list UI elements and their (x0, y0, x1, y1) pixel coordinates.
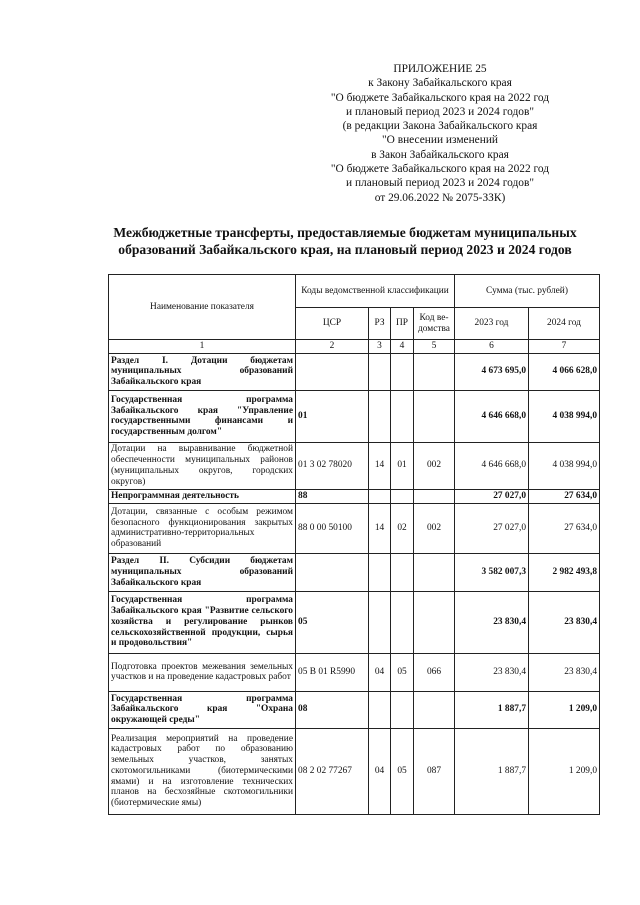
row-pr (391, 591, 414, 653)
col-num: 2 (296, 340, 369, 354)
row-2023: 3 582 007,3 (455, 553, 529, 591)
row-name: Раздел II. Субсидии бюджетам муниципальных образований Забайкальского края (109, 553, 296, 591)
row-name: Подготовка проектов межевания земельных участков и на проведение кадастровых работ (109, 653, 296, 691)
row-rz: 04 (369, 728, 391, 814)
table-row (109, 503, 600, 553)
row-pr: 02 (391, 503, 414, 553)
header-rz: РЗ (369, 308, 391, 340)
row-2024: 27 634,0 (529, 489, 600, 503)
row-2023: 4 646 668,0 (455, 442, 529, 489)
row-kv: 087 (414, 728, 455, 814)
row-kv: 066 (414, 653, 455, 691)
col-num: 5 (414, 340, 455, 354)
row-kv (414, 390, 455, 442)
row-pr: 05 (391, 728, 414, 814)
header-csr: ЦСР (296, 308, 369, 340)
table-row (109, 353, 600, 390)
row-pr (391, 353, 414, 390)
row-name: Непрограммная деятельность (109, 489, 296, 503)
table-row (109, 653, 600, 691)
row-rz: 14 (369, 442, 391, 489)
header-line: от 29.06.2022 № 2075-ЗЗК) (374, 191, 506, 204)
row-pr: 01 (391, 442, 414, 489)
appendix-header (290, 62, 590, 205)
row-csr: 05 (296, 591, 369, 653)
header-sum: Сумма (тыс. рублей) (455, 275, 600, 308)
col-num: 3 (369, 340, 391, 354)
row-2023: 23 830,4 (455, 653, 529, 691)
table-row (109, 591, 600, 653)
row-2024: 4 038 994,0 (529, 442, 600, 489)
col-num: 6 (455, 340, 529, 354)
row-pr: 05 (391, 653, 414, 691)
row-csr: 88 0 00 50100 (296, 503, 369, 553)
col-num: 7 (529, 340, 600, 354)
row-name: Раздел I. Дотации бюджетам муниципальных образований Забайкальского края (109, 353, 296, 390)
row-2024: 23 830,4 (529, 653, 600, 691)
row-kv: 002 (414, 442, 455, 489)
row-2023: 4 646 668,0 (455, 390, 529, 442)
row-name: Реализация мероприятий на проведение кадастровых работ по образованию земельных участков, занятых скотомогильниками (биотермическими ямами) и на изготовление технических планов на бесхозяйные скотомогильники (биотермические ямы) (109, 728, 296, 814)
header-kv: Код ве-домства (414, 308, 455, 340)
row-kv (414, 489, 455, 503)
row-pr (391, 390, 414, 442)
row-rz: 14 (369, 503, 391, 553)
header-line: "О внесении изменений (381, 134, 499, 147)
col-num: 4 (391, 340, 414, 354)
row-name: Государственная программа Забайкальского края "Охрана окружающей среды" (109, 691, 296, 728)
header-line: и плановый период 2023 и 2024 годов" (346, 177, 534, 190)
header-2024: 2024 год (529, 308, 600, 340)
row-name: Дотации на выравнивание бюджетной обеспеченности муниципальных районов (муниципальных округов, городских округов) (109, 442, 296, 489)
row-csr: 08 (296, 691, 369, 728)
row-pr (391, 489, 414, 503)
header-name: Наименование показателя (109, 275, 296, 340)
header-codes: Коды ведомственной классификации (296, 275, 455, 308)
header-line: "О бюджете Забайкальского края на 2022 год (330, 163, 550, 176)
header-pr: ПР (391, 308, 414, 340)
row-pr (391, 691, 414, 728)
table-row (109, 691, 600, 728)
header-line: и плановый период 2023 и 2024 годов" (346, 105, 534, 118)
row-rz (369, 553, 391, 591)
row-rz (369, 390, 391, 442)
row-csr (296, 553, 369, 591)
col-num: 1 (109, 340, 296, 354)
row-csr: 88 (296, 489, 369, 503)
title-line-2: образований Забайкальского края, на плановый период 2023 и 2024 годов (118, 242, 572, 257)
title-line-1: Межбюджетные трансферты, предоставляемые бюджетам муниципальных (113, 225, 577, 240)
header-line: "О бюджете Забайкальского края на 2022 год (330, 91, 550, 104)
row-rz (369, 691, 391, 728)
row-2024: 4 066 628,0 (529, 353, 600, 390)
table-row (109, 728, 600, 814)
row-name: Государственная программа Забайкальского края "Управление государственными финансами и государственным долгом" (109, 390, 296, 442)
row-name: Дотации, связанные с особым режимом безопасного функционирования закрытых административно-территориальных образований (109, 503, 296, 553)
row-csr: 08 2 02 77267 (296, 728, 369, 814)
header-line: ПРИЛОЖЕНИЕ 25 (393, 63, 487, 75)
row-name: Государственная программа Забайкальского края "Развитие сельского хозяйства и регулирование рынков сельскохозяйственной продукции, сырья и продовольствия" (109, 591, 296, 653)
row-2023: 27 027,0 (455, 503, 529, 553)
row-2024: 1 209,0 (529, 691, 600, 728)
row-csr: 05 В 01 R5990 (296, 653, 369, 691)
row-2024: 27 634,0 (529, 503, 600, 553)
row-kv (414, 553, 455, 591)
row-kv (414, 591, 455, 653)
row-2024: 1 209,0 (529, 728, 600, 814)
row-kv (414, 353, 455, 390)
row-2023: 4 673 695,0 (455, 353, 529, 390)
row-2023: 1 887,7 (455, 691, 529, 728)
document-title (95, 224, 595, 258)
header-2023: 2023 год (455, 308, 529, 340)
row-csr (296, 353, 369, 390)
row-2024: 4 038 994,0 (529, 390, 600, 442)
header-line: в Закон Забайкальского края (371, 148, 509, 161)
table-row (109, 442, 600, 489)
row-csr: 01 3 02 78020 (296, 442, 369, 489)
table-row (109, 489, 600, 503)
row-2023: 1 887,7 (455, 728, 529, 814)
row-pr (391, 553, 414, 591)
transfers-table (108, 274, 600, 815)
table-row (109, 390, 600, 442)
column-numbers-row (109, 340, 600, 354)
row-2024: 23 830,4 (529, 591, 600, 653)
row-rz (369, 591, 391, 653)
row-rz: 04 (369, 653, 391, 691)
row-kv (414, 691, 455, 728)
table-row (109, 553, 600, 591)
row-2023: 27 027,0 (455, 489, 529, 503)
row-rz (369, 489, 391, 503)
row-rz (369, 353, 391, 390)
row-kv: 002 (414, 503, 455, 553)
row-2023: 23 830,4 (455, 591, 529, 653)
header-line: к Закону Забайкальского края (368, 77, 512, 90)
header-line: (в редакции Закона Забайкальского края (342, 120, 538, 133)
row-csr: 01 (296, 390, 369, 442)
row-2024: 2 982 493,8 (529, 553, 600, 591)
